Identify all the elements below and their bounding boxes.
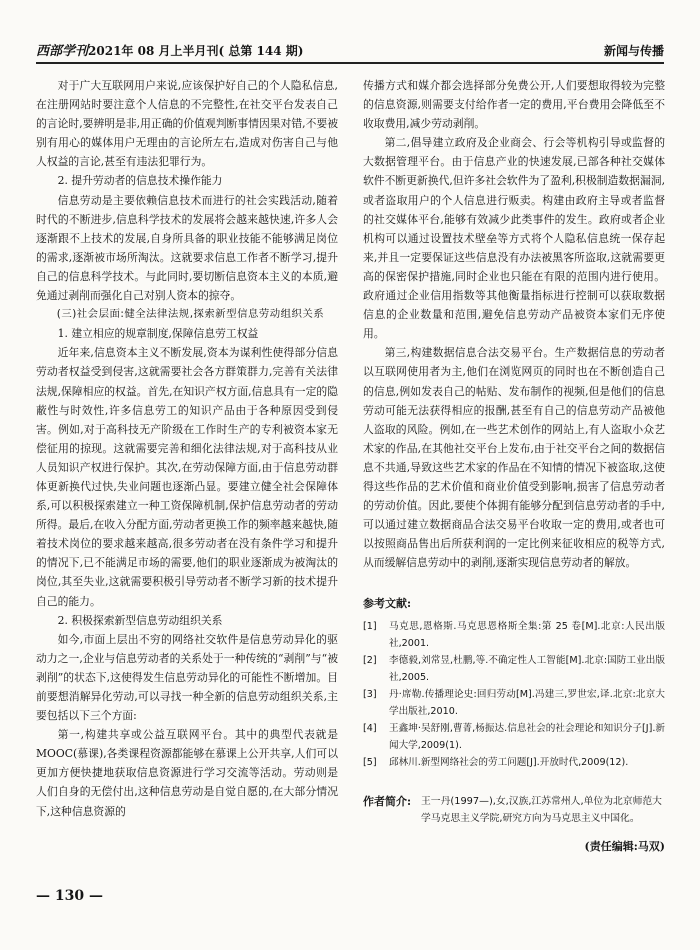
paragraph: 近年来,信息资本主义不断发展,资本为谋利性使得部分信息劳动者权益受到侵害,这就需要社会各方群策群力,完善有关法律法规,保障相应的权益。首先,在知识产权方面,信息具有一定的隐蔽性与时效性,许多信息劳工的知识产品由于各种原因受到侵害。例如,对于高科技无产阶级在工作时生产的专利被资本家无偿征用的掠现。这就需要完善和细化法律法规,对于高科技从业人员知识产权进行保护。其次,在劳动保障方面,由于信息劳动群体更新换代过快,失业问题也逐渐凸显。要建立健全社会保障体系,可以积极探索建立一种工资保障机制,保护信息劳动者的劳动所得。最后,在收入分配方面,劳动者更换工作的频率越来越快,随着技术岗位的要求越来越高,很多劳动者在没有条件学习和提升的情况下,已不能满足市场的需要,他们的职业逐渐成为被淘汰的岗位,其至失业,这就需要积极引导劳动者不断学习新的技术提升自己的能力。 [36,346,338,608]
reference-item [363,754,665,771]
subheading: 1. 建立相应的规章制度,保障信息劳工权益 [57,327,259,341]
subheading: 2. 积极探索新型信息劳动组织关系 [57,613,223,627]
reference-text: 马克思,恩格斯.马克思恩格斯全集:第 25 卷[M].北京:人民出版社,2001. [389,620,665,649]
issue-info: 2021年 08 月上半月刊( 总第 144 期) [88,44,304,58]
page-header [36,40,664,64]
author-label: 作者简介: [363,794,412,808]
paragraph: 传播方式和媒介都会选择部分免费公开,人们要想取得较为完整的信息资源,则需要支付给作者一定的费用,平台费用会降低至不收取费用,减少劳动剥削。 [363,79,665,131]
reference-text: 邱林川.新型网络社会的劳工问题[J].开放时代,2009(12). [389,756,629,768]
paragraph: 第二,倡导建立政府及企业商会、行会等机构引导或监督的大数据管理平台。由于信息产业的快速发展,已部各种社交媒体软件不断更新换代,但许多社会软件为了盈利,积极制造数据漏洞,或者盗取用户的个人信息进行贩卖。构建由政府主导或者监督的社交媒体平台,能够有效减少此类事件的发生。政府或者企业机构可以通过设置技术壁垒等方式将个人隐私信息统一保存起来,并且一定要保证这些信息没有办法被黑客所盗取,这就需要更高的保密保护措施,同时企业也只能在有限的范围内进行使用。政府通过企业信用指数等其他衡量指标进行控制可以获取数据信息的企业数量和范围,避免信息劳动产品被资本家们无序使用。 [363,136,665,341]
author-bio [363,793,665,827]
reference-number: [4] [363,722,377,734]
author-text: 王一丹(1997—),女,汉族,江苏常州人,单位为北京师范大学马克思主义学院,研究方向为马克思主义中国化。 [421,795,662,824]
reference-item [363,652,665,686]
header-journal-info [36,40,303,59]
paragraph: 第三,构建数据信息合法交易平台。生产数据信息的劳动者以互联网使用者为主,他们在浏览网页的同时也在不断创造自己的信息,例如发表自己的帖贴、发布制作的视频,但是他们的信息劳动可能无法获得相应的报酬,甚至有自己的信息劳动产品被他人盗取的风险。例如,在一些艺术创作的网站上,有人盗取小众艺术家的作品,在其他社交平台上发布,由于社交平台之间的数据信息不共通,导致这些艺术家的作品在不知情的情况下被盗取,这使得这些作品的艺术价值和商业价值受到影响,损害了信息劳动者的劳动价值。因此,要使个体拥有能够分配到信息劳动者的手中,可以通过建立数据商品合法交易平台收取一定的费用,或者也可以按照商品售出后所获利润的一定比例来征收相应的税等方式,从而缓解信息劳动中的剥削,逐渐实现信息劳动者的解放。 [363,346,665,570]
subheading: 2. 提升劳动者的信息技术操作能力 [57,174,223,188]
header-section: 新闻与传播 [603,44,664,58]
reference-number: [3] [363,688,377,700]
reference-item [363,720,665,754]
reference-item [363,618,665,652]
responsible-editor: (责任编辑:马双) [584,839,665,853]
right-column [363,76,665,856]
references-list [363,618,665,771]
reference-number: [5] [363,756,377,768]
paragraph: 第一,构建共享或公益互联网平台。其中的典型代表就是 MOOC(慕课),各类课程资源都能够在慕课上公开共享,人们可以更加方便快捷地获取信息资源进行学习交流等活动。劳动则是人们自身的无偿付出,这种信息劳动是自觉自愿的,在大部分情况下,这种信息资源的 [36,728,338,818]
reference-text: 丹·席勒.传播理论史:回归劳动[M].冯建三,罗世宏,译.北京:北京大学出版社,2010. [389,688,665,717]
paragraph: 如今,市面上层出不穷的网络社交软件是信息劳动异化的驱动力之一,企业与信息劳动者的关系处于一种传统的“剥削”与“被剥削”的状态下,这使得发生信息劳动异化的可能性不断增加。目前要想消解异化劳动,可以寻找一种全新的信息劳动组织关系,主要包括以下三个方面: [36,632,338,723]
reference-text: 李德毅,刘常昱,杜鹏,等.不确定性人工智能[M].北京:国防工业出版社,2005. [389,654,665,683]
reference-item [363,686,665,720]
reference-number: [2] [363,654,377,666]
journal-name: 西部学刊 [36,44,89,59]
reference-number: [1] [363,620,377,632]
references-title: 参考文献: [363,597,412,611]
section-heading: (三)社会层面:健全法律法规,探索新型信息劳动组织关系 [56,308,325,321]
reference-text: 王鑫坤·吴舒刚,曹菁,杨振达.信息社会的社会理论和知识分子[J].新闻大学,2009(1). [389,722,665,751]
paragraph: 对于广大互联网用户来说,应该保护好自己的个人隐私信息,在注册网站时要注意个人信息的不完整性,在社交平台发表自己的言论时,要辨明是非,用正确的价值观判断事情因果对错,不要被别有用心的媒体用户无理由的言论所左右,造成对伤害自己与他人权益的言论,甚至有违法犯罪行为。 [36,79,338,169]
left-column [36,76,338,821]
paragraph: 信息劳动是主要依赖信息技术而进行的社会实践活动,随着时代的不断进步,信息科学技术的发展将会越来越快速,许多人会逐渐跟不上技术的发展,自身所具备的职业技能不能够满足岗位的需求,逐渐被市场所淘汰。这就要求信息工作者不断学习,提升自己的信息科学技术。与此同时,要切断信息资本主义的本质,避免通过剥削而强化自己对别人资本的掠夺。 [36,193,338,303]
page-number: — 130 — [36,888,103,904]
